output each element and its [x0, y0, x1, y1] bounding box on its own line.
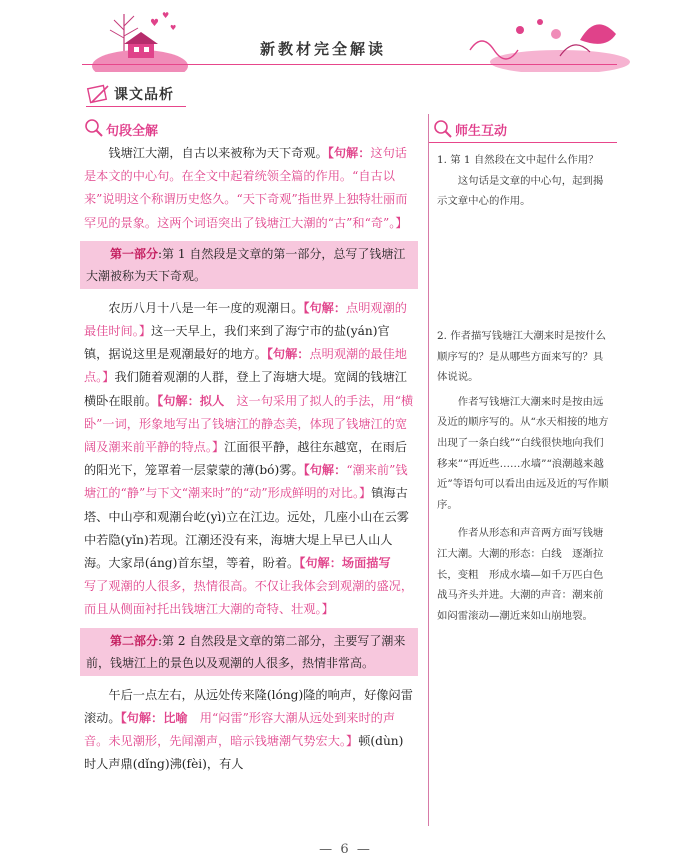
annotation-text: 用“闷雷”形容大潮从远处到来时的声音。未见潮形，先闻潮声，暗示钱塘潮气势宏大。】: [84, 710, 396, 749]
question-2: 2. 作者描写钱塘江大潮来时是按什么顺序写的？是从哪些方面来写的？具体说说。: [437, 330, 607, 384]
page-number: — 6 —: [319, 842, 370, 857]
summary-2-text: :第 2 自然段是文章的第二部分，主要写了潮来前，钱塘江上的景色以及观潮的人很多，热情非常高。: [86, 633, 406, 670]
annotation-label: 【句解：: [266, 347, 310, 362]
body-text: 镇海古塔、中山亭和观潮台屹(yì)立在江边。远处，几座小山在云雾中若隐(yǐn)若现。江潮还没有来，海塘大堤上早已人山人海。大家昂(áng)首东望，等着，盼着。: [84, 486, 409, 571]
annotation-text: 写了观潮的人很多，热情很高。不仅让我体会到观潮的盛况，而且从侧面衬托出钱塘江大潮的奇特、壮观。】: [84, 556, 414, 617]
summary-part-1: [80, 241, 418, 289]
answer-2-part-2: 作者从形态和声音两方面写钱塘江大潮。大潮的形态：白线 逐渐拉长，变粗 形成水墙—如千万匹白色战马齐头并进。大潮的声音：潮来前如闷雷滚动—潮近来如山崩地裂。: [437, 527, 604, 622]
page-number-value: 6: [340, 842, 349, 857]
body-text: 钱塘江大潮，自古以来被称为天下奇观。: [108, 146, 328, 160]
svg-text:♥: ♥: [150, 18, 159, 29]
annotation-text: 点明观潮的最佳时间。】: [84, 300, 407, 339]
sidebar-header: [429, 114, 617, 143]
summary-part-2: [80, 628, 418, 676]
body-text: 农历八月十八是一年一度的观潮日。: [108, 300, 304, 315]
left-column-heading: 句段全解: [106, 124, 159, 139]
sidebar-heading: 师生互动: [455, 124, 508, 139]
question-1: 1. 第 1 自然段在文中起什么作用？: [437, 154, 599, 166]
section-label: [86, 82, 206, 106]
annotation-text: 点明观潮的最佳地点。】: [84, 347, 407, 385]
annotation-label: 【句解：: [327, 146, 371, 160]
annotation-label: 【句解：比喻: [120, 710, 188, 725]
body-text: 顿(dùn)时人声鼎(dǐng)沸(fèi)，有人: [84, 734, 404, 772]
paragraph-1: [84, 142, 414, 235]
annotation-text: 这一句采用了拟人的手法，用“横卧”一词，形象地写出了钱塘江的静态美，体现了钱塘江的宽阔及潮来前平静的特点。】: [84, 393, 414, 455]
summary-1-text: :第 1 自然段是文章的第一部分，总写了钱塘江大潮被称为天下奇观。: [86, 246, 406, 283]
annotation-label: 【句解：: [303, 300, 347, 315]
section-underline: [86, 106, 186, 107]
annotation-label: 【句解：场面描写: [299, 556, 391, 571]
paragraph-3: [84, 684, 414, 777]
question-1-block: [437, 150, 613, 212]
body-text: 这一天早上，我们来到了海宁市的盐(yán)官镇，据说这里是观潮最好的地方。: [84, 324, 390, 362]
header-title: 新教材完全解读: [260, 40, 387, 58]
header-divider: [82, 64, 617, 65]
section-title: 课文品析: [114, 87, 174, 103]
magnifier-icon: [433, 119, 453, 139]
body-text: 午后一点左右，从远处传来隆(lóng)隆的响声，好像闷雷滚动。: [84, 687, 413, 725]
paragraph-2: [84, 297, 414, 622]
header-illustration-icon: [0, 0, 689, 72]
annotation-label: 【句解：: [303, 463, 347, 478]
magnifier-icon: [84, 118, 104, 138]
answer-2-part-1: 作者写钱塘江大潮来时是按由远及近的顺序写的。从“水天相接的地方出现了一条白线”“白线很快地向我们移来”“再近些……水墙”“浪潮越来越近”等语句可以看出由远及近的写作顺序。: [437, 395, 609, 511]
page-header: [0, 0, 689, 72]
body-text: 我们随着观潮的人群，登上了海塘大堤。宽阔的钱塘江横卧在眼前。: [84, 370, 407, 408]
summary-2-label: 第二部分: [110, 633, 159, 648]
pencil-note-icon: [86, 82, 112, 106]
summary-1-label: 第一部分: [110, 246, 159, 261]
sidebar-panel: [428, 114, 617, 826]
main-text-column: [84, 142, 414, 776]
annotation-text: “潮来前”钱塘江的“静”与下文“潮来时”的“动”形成鲜明的对比。】: [84, 463, 408, 501]
annotation-text: 这句话是本文的中心句。在全文中起着统领全篇的作用。“自古以来”说明这个称谓历史悠久。“天下奇观”指世界上独特壮丽而罕见的景象。这两个词语突出了钱塘江大潮的“古”和“奇”。】: [84, 146, 408, 230]
question-2-block: [437, 326, 613, 626]
svg-text:♥: ♥: [170, 24, 177, 32]
answer-1: 这句话是文章的中心句，起到揭示文章中心的作用。: [437, 174, 604, 208]
svg-text:♥: ♥: [162, 11, 170, 20]
body-text: 江面很平静，越往东越宽，在雨后的阳光下，笼罩着一层蒙蒙的薄(bó)雾。: [84, 440, 407, 478]
annotation-label: 【句解：拟人: [157, 393, 225, 408]
